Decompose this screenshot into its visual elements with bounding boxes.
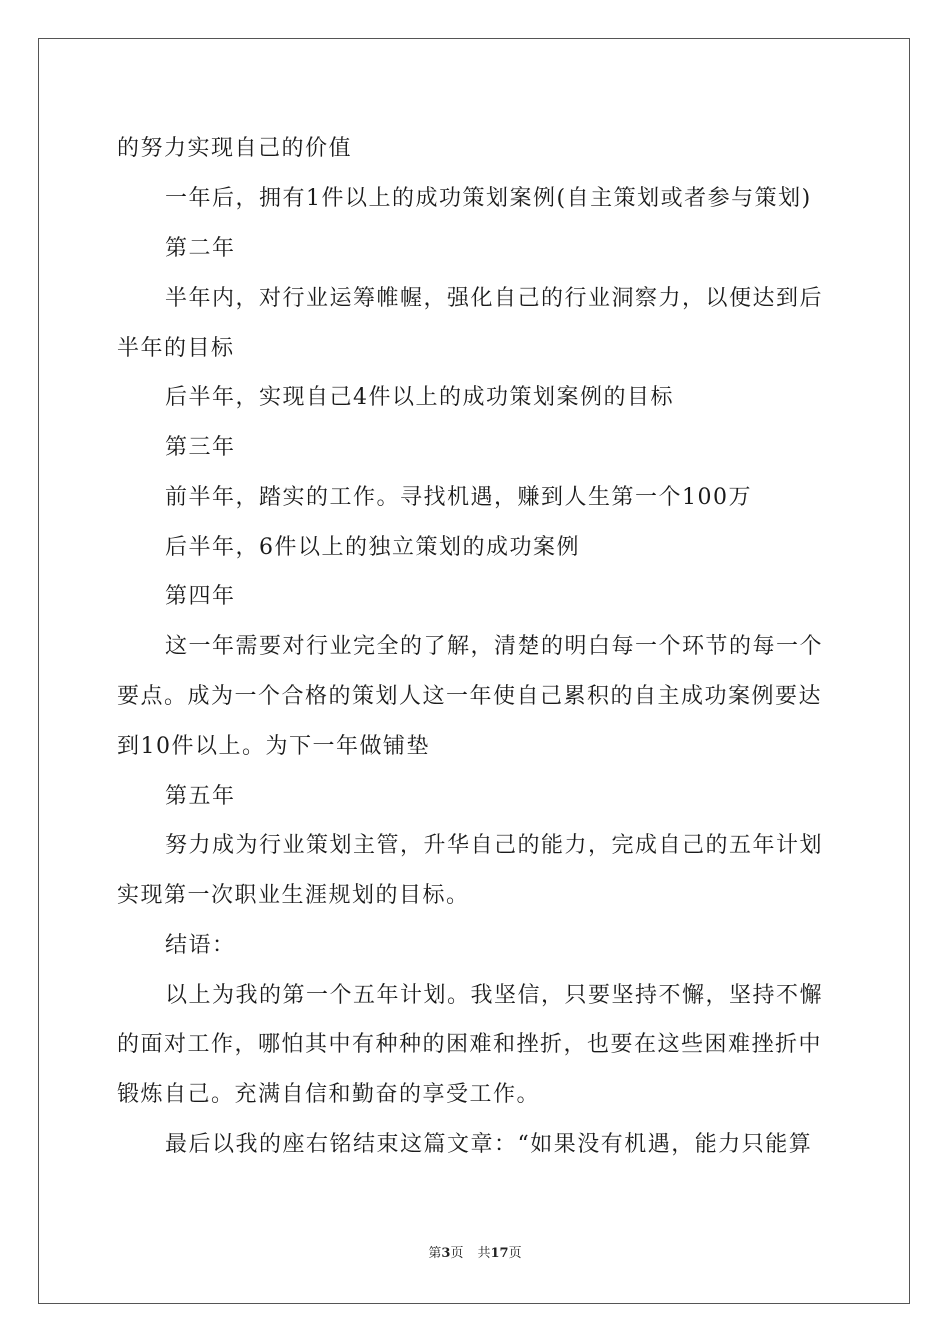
total-suffix: 页 bbox=[508, 1246, 522, 1261]
page-footer bbox=[0, 1246, 950, 1262]
text-line-1: 的努力实现自己的价值 bbox=[117, 136, 353, 161]
page-number: 3 bbox=[441, 1246, 451, 1261]
section-heading-year-5: 第五年 bbox=[165, 784, 236, 809]
text-line-13: 到10件以上。为下一年做铺垫 bbox=[117, 734, 430, 759]
text-line-16: 实现第一次职业生涯规划的目标。 bbox=[117, 883, 470, 908]
text-line-6: 后半年，实现自己4件以上的成功策划案例的目标 bbox=[165, 385, 674, 410]
text-line-5: 半年的目标 bbox=[117, 336, 235, 361]
text-line-11: 这一年需要对行业完全的了解，清楚的明白每一个环节的每一个 bbox=[165, 634, 824, 659]
text-line-21: 最后以我的座右铭结束这篇文章：“如果没有机遇，能力只能算 bbox=[165, 1132, 813, 1157]
text-line-15: 努力成为行业策划主管，升华自己的能力，完成自己的五年计划 bbox=[165, 833, 824, 858]
text-line-4: 半年内，对行业运筹帷幄，强化自己的行业洞察力，以便达到后 bbox=[165, 286, 824, 311]
text-line-20: 锻炼自己。充满自信和勤奋的享受工作。 bbox=[117, 1082, 541, 1107]
section-heading-year-4: 第四年 bbox=[165, 584, 236, 609]
section-heading-year-3: 第三年 bbox=[165, 435, 236, 460]
text-line-9: 后半年，6件以上的独立策划的成功案例 bbox=[165, 535, 580, 560]
page-suffix: 页 bbox=[450, 1246, 464, 1261]
text-line-18: 以上为我的第一个五年计划。我坚信，只要坚持不懈，坚持不懈 bbox=[165, 983, 824, 1008]
text-line-12: 要点。成为一个合格的策划人这一年使自己累积的自主成功案例要达 bbox=[117, 684, 823, 709]
section-heading-conclusion: 结语： bbox=[165, 933, 236, 958]
total-pages: 17 bbox=[490, 1246, 509, 1261]
text-line-8: 前半年，踏实的工作。寻找机遇，赚到人生第一个100万 bbox=[165, 485, 752, 510]
page-prefix: 第 bbox=[428, 1246, 442, 1261]
text-line-2: 一年后，拥有1件以上的成功策划案例(自主策划或者参与策划) bbox=[165, 186, 812, 211]
total-prefix: 共 bbox=[477, 1246, 491, 1261]
text-line-19: 的面对工作，哪怕其中有种种的困难和挫折，也要在这些困难挫折中 bbox=[117, 1032, 823, 1057]
page-border bbox=[38, 38, 910, 1304]
section-heading-year-2: 第二年 bbox=[165, 236, 236, 261]
